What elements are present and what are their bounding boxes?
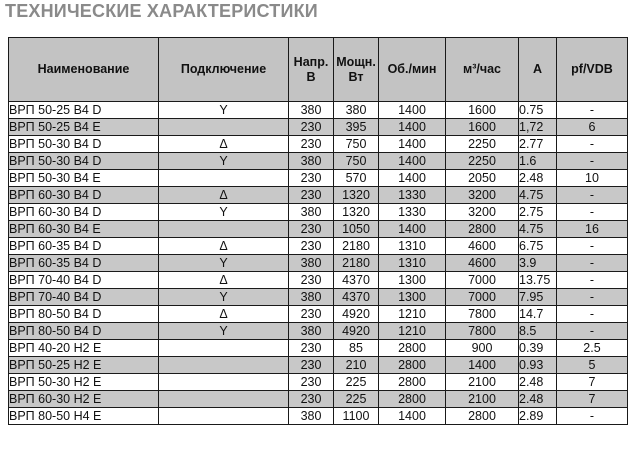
cell-pf: 16 [557,221,628,238]
cell-pf: - [557,289,628,306]
cell-connection: Δ [159,136,289,153]
table-row [9,153,628,170]
cell-name: ВРП 80-50 Н4 Е [9,408,159,425]
cell-power: 2180 [334,255,379,272]
cell-power: 2180 [334,238,379,255]
cell-name: ВРП 60-35 В4 D [9,255,159,272]
cell-voltage: 380 [289,102,334,119]
cell-current: 2.48 [519,391,557,408]
cell-power: 1320 [334,187,379,204]
table-row [9,255,628,272]
cell-connection: Y [159,204,289,221]
cell-power: 85 [334,340,379,357]
cell-voltage: 230 [289,306,334,323]
cell-rpm: 1400 [379,153,446,170]
header-name: Наименование [9,38,159,102]
table-body [9,102,628,425]
cell-current: 3.9 [519,255,557,272]
table-row [9,136,628,153]
cell-current: 0.93 [519,357,557,374]
table-row [9,323,628,340]
table-row [9,357,628,374]
cell-power: 225 [334,374,379,391]
cell-connection: Δ [159,238,289,255]
cell-current: 4.75 [519,187,557,204]
cell-connection [159,340,289,357]
cell-voltage: 380 [289,204,334,221]
header-connection: Подключение [159,38,289,102]
cell-power: 4370 [334,289,379,306]
cell-connection: Y [159,289,289,306]
cell-current: 13.75 [519,272,557,289]
header-rpm: Об./мин [379,38,446,102]
cell-voltage: 380 [289,408,334,425]
table-row [9,119,628,136]
cell-name: ВРП 50-30 В4 Е [9,170,159,187]
table-row [9,408,628,425]
cell-rpm: 1400 [379,119,446,136]
header-power [334,38,379,102]
cell-current: 14.7 [519,306,557,323]
table-row [9,238,628,255]
cell-current: 0.75 [519,102,557,119]
cell-name: ВРП 60-30 Н2 Е [9,391,159,408]
cell-power: 225 [334,391,379,408]
header-current: А [519,38,557,102]
cell-current: 2.75 [519,204,557,221]
header-voltage [289,38,334,102]
cell-voltage: 230 [289,272,334,289]
header-voltage-line1: Напр. [293,54,329,69]
cell-voltage: 230 [289,357,334,374]
cell-connection [159,357,289,374]
table-row [9,102,628,119]
cell-pf: 5 [557,357,628,374]
cell-pf: - [557,272,628,289]
cell-name: ВРП 60-30 В4 D [9,187,159,204]
cell-pf: - [557,408,628,425]
cell-pf: - [557,238,628,255]
cell-current: 2.48 [519,170,557,187]
cell-power: 395 [334,119,379,136]
header-power-line1: Мощн. [336,54,376,69]
cell-rpm: 1300 [379,289,446,306]
cell-pf: - [557,153,628,170]
header-pf: pf/VDB [557,38,628,102]
cell-airflow: 2100 [446,391,519,408]
cell-pf: 7 [557,391,628,408]
cell-current: 1.6 [519,153,557,170]
table-row [9,204,628,221]
cell-power: 380 [334,102,379,119]
cell-name: ВРП 50-25 Н2 Е [9,357,159,374]
cell-power: 1320 [334,204,379,221]
cell-current: 2.48 [519,374,557,391]
cell-rpm: 1400 [379,221,446,238]
cell-pf: - [557,102,628,119]
cell-power: 210 [334,357,379,374]
cell-connection [159,119,289,136]
cell-pf: 2.5 [557,340,628,357]
cell-rpm: 2800 [379,374,446,391]
cell-connection [159,170,289,187]
cell-power: 1100 [334,408,379,425]
cell-name: ВРП 50-30 В4 D [9,136,159,153]
cell-name: ВРП 40-20 Н2 Е [9,340,159,357]
table-row [9,374,628,391]
cell-current: 2.77 [519,136,557,153]
cell-connection [159,221,289,238]
cell-airflow: 3200 [446,204,519,221]
cell-rpm: 1210 [379,323,446,340]
cell-pf: - [557,255,628,272]
cell-airflow: 2250 [446,136,519,153]
cell-power: 570 [334,170,379,187]
table-row [9,340,628,357]
cell-airflow: 1600 [446,102,519,119]
cell-rpm: 1400 [379,102,446,119]
cell-voltage: 230 [289,136,334,153]
cell-voltage: 230 [289,170,334,187]
cell-voltage: 380 [289,289,334,306]
cell-airflow: 7000 [446,289,519,306]
cell-connection: Y [159,323,289,340]
cell-current: 0.39 [519,340,557,357]
cell-voltage: 230 [289,221,334,238]
cell-rpm: 1400 [379,408,446,425]
cell-power: 4370 [334,272,379,289]
cell-rpm: 2800 [379,391,446,408]
table-row [9,272,628,289]
cell-airflow: 3200 [446,187,519,204]
cell-pf: 10 [557,170,628,187]
cell-airflow: 1400 [446,357,519,374]
cell-connection: Δ [159,306,289,323]
cell-airflow: 4600 [446,238,519,255]
cell-airflow: 7000 [446,272,519,289]
cell-airflow: 2250 [446,153,519,170]
specifications-table [8,37,628,425]
table-header-row [9,38,628,102]
cell-rpm: 1330 [379,187,446,204]
cell-voltage: 230 [289,340,334,357]
cell-rpm: 1330 [379,204,446,221]
cell-pf: 7 [557,374,628,391]
cell-name: ВРП 70-40 В4 D [9,289,159,306]
cell-current: 7.95 [519,289,557,306]
cell-current: 2.89 [519,408,557,425]
cell-voltage: 380 [289,153,334,170]
cell-airflow: 1600 [446,119,519,136]
cell-voltage: 230 [289,238,334,255]
cell-airflow: 2800 [446,221,519,238]
cell-rpm: 1310 [379,238,446,255]
cell-power: 4920 [334,306,379,323]
cell-pf: - [557,204,628,221]
cell-airflow: 4600 [446,255,519,272]
cell-current: 8.5 [519,323,557,340]
cell-power: 750 [334,153,379,170]
cell-pf: - [557,187,628,204]
cell-name: ВРП 60-35 В4 D [9,238,159,255]
cell-rpm: 1400 [379,170,446,187]
cell-current: 1,72 [519,119,557,136]
cell-connection: Δ [159,272,289,289]
cell-name: ВРП 60-30 В4 D [9,204,159,221]
cell-airflow: 7800 [446,323,519,340]
cell-name: ВРП 60-30 В4 Е [9,221,159,238]
cell-connection: Y [159,153,289,170]
table-row [9,391,628,408]
cell-power: 1050 [334,221,379,238]
cell-voltage: 230 [289,391,334,408]
header-voltage-line2: В [306,69,316,84]
cell-airflow: 900 [446,340,519,357]
cell-connection [159,408,289,425]
cell-name: ВРП 80-50 В4 D [9,306,159,323]
cell-voltage: 230 [289,187,334,204]
cell-connection: Y [159,255,289,272]
cell-pf: 6 [557,119,628,136]
cell-pf: - [557,136,628,153]
cell-name: ВРП 80-50 В4 D [9,323,159,340]
table-row [9,306,628,323]
cell-voltage: 230 [289,119,334,136]
cell-airflow: 2050 [446,170,519,187]
cell-connection [159,391,289,408]
cell-power: 4920 [334,323,379,340]
cell-connection [159,374,289,391]
cell-rpm: 1300 [379,272,446,289]
cell-pf: - [557,323,628,340]
cell-connection: Δ [159,187,289,204]
cell-voltage: 230 [289,374,334,391]
cell-voltage: 380 [289,255,334,272]
cell-current: 4.75 [519,221,557,238]
cell-name: ВРП 70-40 В4 D [9,272,159,289]
cell-connection: Y [159,102,289,119]
cell-rpm: 2800 [379,357,446,374]
page-title: ТЕХНИЧЕСКИЕ ХАРАКТЕРИСТИКИ [5,1,318,21]
cell-rpm: 2800 [379,340,446,357]
header-airflow: м³/час [446,38,519,102]
table-row [9,289,628,306]
cell-current: 6.75 [519,238,557,255]
cell-rpm: 1210 [379,306,446,323]
header-power-line2: Вт [348,69,364,84]
cell-airflow: 2100 [446,374,519,391]
cell-airflow: 7800 [446,306,519,323]
cell-name: ВРП 50-25 В4 Е [9,119,159,136]
cell-name: ВРП 50-30 В4 D [9,153,159,170]
cell-power: 750 [334,136,379,153]
cell-name: ВРП 50-30 Н2 Е [9,374,159,391]
cell-rpm: 1400 [379,136,446,153]
table-row [9,187,628,204]
table-row [9,170,628,187]
cell-airflow: 2800 [446,408,519,425]
cell-rpm: 1310 [379,255,446,272]
cell-name: ВРП 50-25 В4 D [9,102,159,119]
cell-voltage: 380 [289,323,334,340]
table-row [9,221,628,238]
cell-pf: - [557,306,628,323]
